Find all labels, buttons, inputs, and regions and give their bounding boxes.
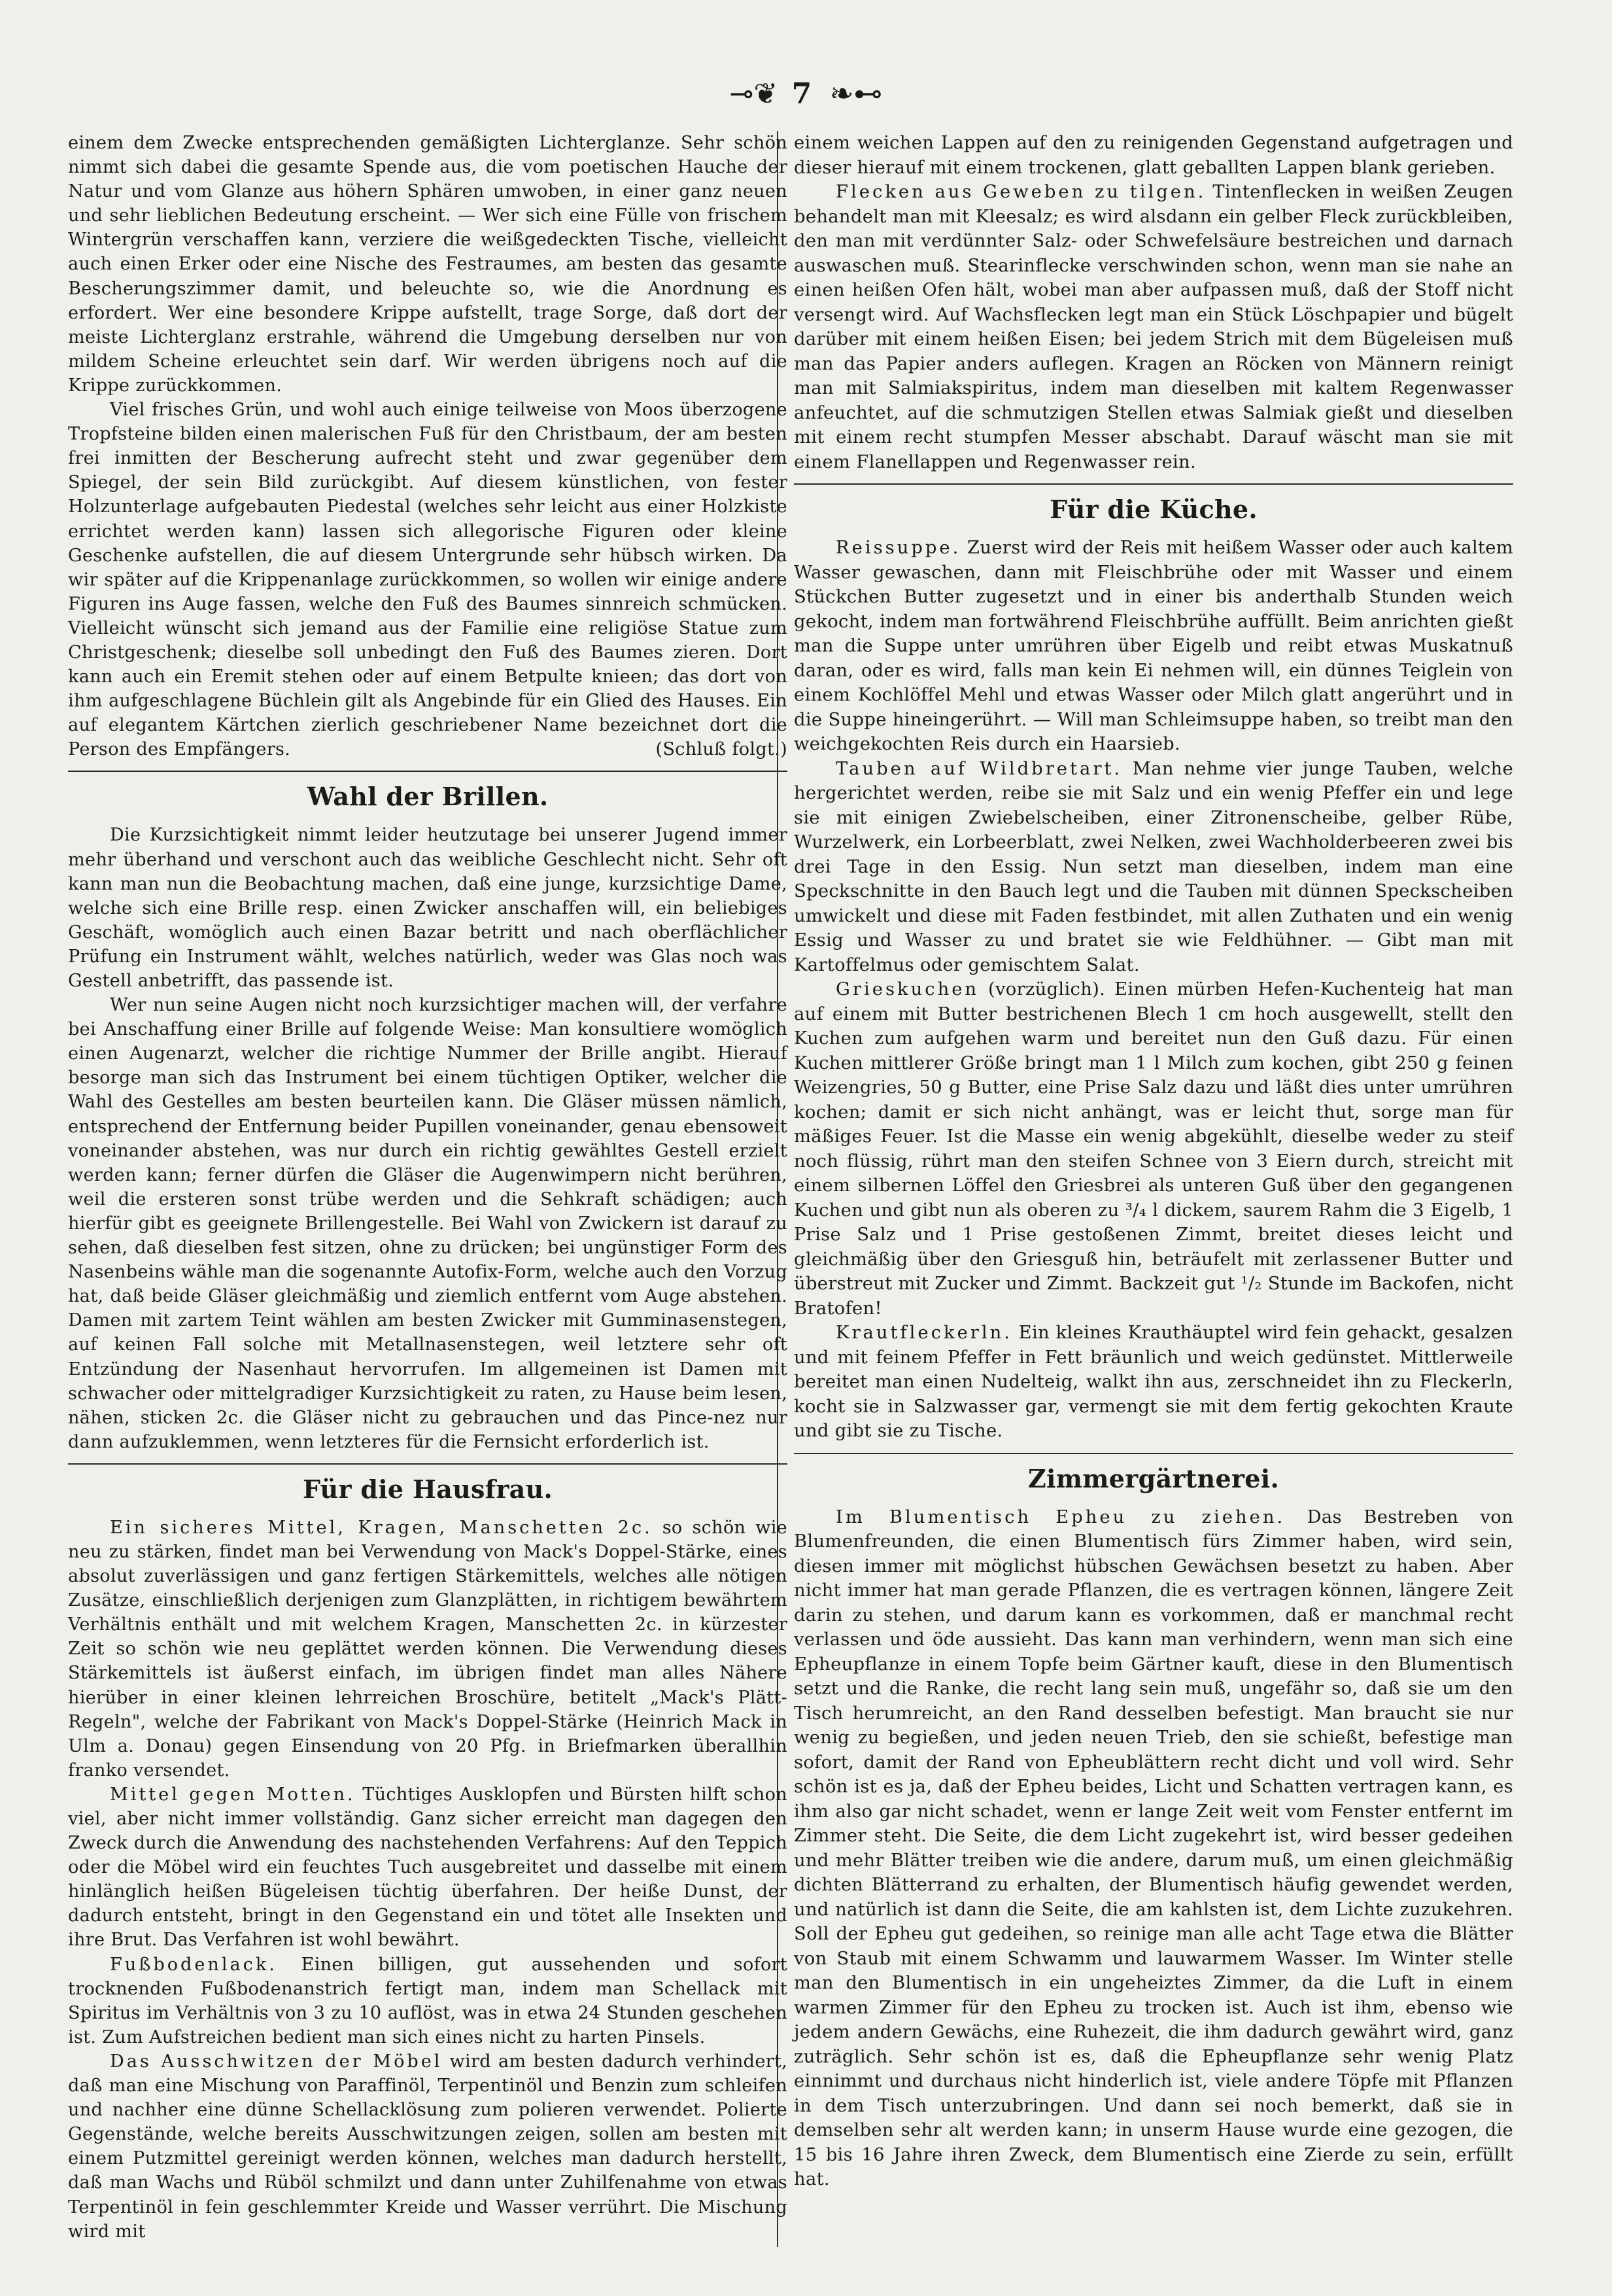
continuation-note: (Schluß folgt.) [655, 739, 787, 760]
text-flecken: Tintenflecken in weißen Zeugen behandelt man mit Kleesalz; es wird alsdann ein gelber Fleck zurückbleiben, den man mit verdünnter Salz- oder Schwefelsäure bestreichen und darnach auswaschen muß. Stearinflecke verschwinden schon, wenn man sie nahe an einen heißen Ofen hält, wobei man aber aufpassen muß, daß der Stoff nicht versengt wird. Auf Wachsflecken legt man ein Stück Löschpapier und bügelt darüber mit einem heißen Eisen; bei jedem Strich mit dem Bügeleisen muß man das Papier anders auflegen. Kragen an Röcken von Männern reinigt man mit Salmiakspiritus, indem man dieselben mit kaltem Regenwasser anfeuchtet, auf die schmutzigen Stellen etwas Salmiak gießt und dieselben mit einem recht stumpfen Messer abschabt. Darauf wäscht man sie mit einem Flanellappen und Regenwasser rein. [794, 182, 1513, 472]
text-epheu: Das Bestreben von Blumenfreunden, die einen Blumentisch fürs Zimmer haben, wird sein, diesen immer mit möglichst hübschen Gewächsen besetzt zu haben. Aber nicht immer hat man gerade Pflanzen, die es vertragen können, längere Zeit darin zu stehen, und darum kann es vorkommen, daß er manchmal recht verlassen und öde aussieht. Das kann man verhindern, wenn man sich eine Epheupflanze in einem Topfe beim Gärtner kauft, diese in den Blumentisch setzt und die Ranke, die recht lang sein muß, ungefähr so, daß sie um den Tisch herumreicht, an den Rand desselben befestigt. Man braucht sie nur wenig zu begießen, und jeden neuen Trieb, den sie schießt, befestige man sofort, damit der Rand von Epheublättern recht dicht und voll wird. Sehr schön ist es ja, daß der Epheu beides, Licht und Schatten vertragen kann, es ihm also gar nicht schadet, wenn er lange Zeit weit vom Fenster entfernt im Zimmer steht. Die Seite, die dem Licht zugekehrt ist, wird besser gedeihen und mehr Blätter treiben wie die andere, darum muß, um einen gleichmäßig dichten Blätterrand zu erhalten, der Blumentisch häufig gewendet werden, und natürlich ist dann die Seite, die am kahlsten ist, dem Lichte zuzukehren. Soll der Epheu gut gedeihen, so reinige man alle acht Tage etwa die Blätter von Staub mit einem Schwamm und lauwarmem Wasser. Im Winter stelle man den Blumentisch in ein ungeheiztes Zimmer, da die Luft in einem warmen Zimmer für den Epheu zu trocken ist. Auch ist ihm, ebenso wie jedem andern Gewächs, eine Ruhezeit, die ihm dadurch gewährt wird, ganz zuträglich. Sehr schön ist es, daß die Epheupflanze sehr wenig Platz einnimmt und durchaus nicht hinderlich ist, viele andere Töpfe mit Pflanzen in dem Tisch unterzubringen. Und dann sei noch bemerkt, daß sie in demselben sehr alt werden kann; in unserm Hause wurde eine gezogen, die 15 bis 16 Jahre ihren Zweck, dem Blumentisch eine Zierde zu sein, erfüllt hat. [794, 1506, 1514, 2189]
text-reissuppe: Zuerst wird der Reis mit heißem Wasser oder auch kaltem Wasser gewaschen, dann mit Fleischbrühe oder mit Wasser und einem Stückchen Butter zugesetzt und in einer bis anderthalb Stunden weich gekocht, indem man fortwährend Fleischbrühe auffüllt. Beim anrichten gießt man die Suppe unter umrühren über Eigelb und reibt etwas Muskatnuß daran, oder es wird, falls man kein Ei nehmen will, ein dünnes Teiglein von einem Kochlöffel Mehl und etwas Wasser oder Milch glatt angerührt und in die Suppe hineingerührt. — Will man Schleimsuppe haben, so treibt man den weichgekochten Reis durch ein Haarsieb. [794, 538, 1513, 754]
left-column [68, 131, 787, 2244]
paragraph-moebel [68, 2049, 787, 2244]
page-number-header [0, 77, 1612, 111]
paragraph-christbaum-text: Viel frisches Grün, und wohl auch einige teilweise von Moos überzogene Tropfsteine bilden einen malerischen Fuß für den Christbaum, der am besten frei inmitten der Bescherung aufrecht steht und zwar gegenüber dem Spiegel, der sein Bild zurückgibt. Auf diesem künstlichen, von fester Holzunterlage aufgebauten Piedestal (welches sehr leicht aus einer Holzkiste errichtet werden kann) lassen sich allegorische Figuren oder kleine Geschenke aufstellen, die auf diesem Untergrunde sehr hübsch wirken. Da wir später auf die Krippenanlage zurückkommen, so wollen wir einige andere Figuren ins Auge fassen, welche den Fuß des Baumes sinnreich schmücken. Vielleicht wünscht sich jemand aus der Familie eine religiöse Statue zum Christgeschenk; dieselbe soll unbedingt den Fuß des Baumes zieren. Dort kann auch ein Eremit stehen oder auf einem Betpulte knieen; das dort von ihm aufgeschlagene Büchlein gilt als Angebinde für ein Glied des Hauses. Ein auf elegantem Kärtchen zierlich geschriebener Name bezeichnet dort die Person des Empfängers. [68, 400, 787, 760]
lead-moebel: Das Ausschwitzen der Möbel [110, 2051, 443, 2072]
section-heading-hausfrau: Für die Hausfrau. [302, 1474, 553, 1504]
section-rule [794, 1453, 1513, 1454]
left-ornament: ⊸❦ [729, 77, 778, 111]
page-number: 7 [791, 77, 816, 111]
paragraph-continued: einem dem Zwecke entsprechenden gemäßigten Lichterglanze. Sehr schön nimmt sich dabei die gesamte Spende aus, die vom poetischen Hauche der Natur und vom Glanze aus höhern Sphären umwoben, in einer ganz neuen und sehr lieblichen Bedeutung erscheint. — Wer sich eine Fülle von frischem Wintergrün verschaffen kann, verziere die weißgedeckten Tische, vielleicht auch einen Erker oder eine Nische des Festraumes, am besten das gesamte Bescherungszimmer damit, und beleuchte so, wie die Anordnung es erfordert. Wer eine besondere Krippe aufstellt, trage Sorge, daß dort der meiste Lichterglanz erstrahle, während die Umgebung derselben nur von mildem Scheine erleuchtet sein darf. Wir werden übrigens noch auf die Krippe zurückkommen. [68, 133, 787, 396]
lead-tauben: Tauben auf Wildbretart. [836, 758, 1123, 779]
right-column [794, 131, 1513, 2192]
paragraph-moebel-continued: einem weichen Lappen auf den zu reinigenden Gegenstand aufgetragen und dieser hierauf mit einem trockenen, glatt geballten Lappen blank gerieben. [794, 133, 1513, 178]
text-grieskuchen: (vorzüglich). Einen mürben Hefen-Kuchenteig hat man auf einem mit Butter bestrichenen Blech 1 cm hoch ausgewellt, stellt den Kuchen zum aufgehen warm und bereitet nun den Guß dazu. Für einen Kuchen mittlerer Größe bringt man 1 l Milch zum kochen, gibt 250 g feinen Weizengries, 50 g Butter, eine Prise Salz dazu und läßt dies unter umrühren kochen; damit er sich nicht anhängt, was er leicht thut, sorge man für mäßiges Feuer. Ist die Masse ein wenig abgekühlt, dieselbe weder zu steif noch flüssig, rührt man den steifen Schnee von 3 Eiern durch, streicht mit einem silbernen Löffel den Griesbrei als unteren Guß über den gegangenen Kuchen und gibt nun als oberen zu ³/₄ l dickem, saurem Rahm die 3 Eigelb, 1 Prise Salz und 1 Prise gestoßenen Zimmt, breitet dieses leicht und gleichmäßig über den Griesguß hin, beträufelt mit zerlassener Butter und überstreut mit Zucker und Zimmt. Backzeit gut ¹/₂ Stunde im Backofen, nicht Bratofen! [794, 979, 1513, 1319]
text-krautfleckerln: Ein kleines Krauthäuptel wird fein gehackt, gesalzen und mit feinem Pfeffer in Fett bräunlich und weich gedünstet. Mittlerweile bereitet man einen Nudelteig, walkt ihn aus, zerschneidet ihn zu Fleckerln, kocht sie in Salzwasser gar, vermengt sie mit dem fertig gekochten Kraute und gibt sie zu Tische. [794, 1323, 1513, 1441]
paragraph-flecken [794, 180, 1513, 474]
lead-epheu: Im Blumentisch Epheu zu ziehen. [836, 1506, 1286, 1527]
text-tauben: Man nehme vier junge Tauben, welche hergerichtet werden, reibe sie mit Salz und ein wenig Pfeffer ein und lege sie mit einigen Zwiebelscheiben, einer Zitronenscheibe, gelber Rübe, Wurzelwerk, ein Lorbeerblatt, zwei Nelken, zwei Wachholderbeeren zwei bis drei Tage in den Essig. Nun setzt man dieselben, indem man eine Speckschnitte in den Bauch legt und die Tauben mit dünnen Speckscheiben umwickelt und diese mit Faden festbindet, mit allen Zuthaten und ein wenig Essig und Wasser zu und bratet sie wie Feldhühner. — Gibt man mit Kartoffelmus oder gemischtem Salat. [794, 758, 1513, 975]
section-heading-kueche: Für die Küche. [1050, 495, 1258, 524]
paragraph-tauben [794, 757, 1513, 978]
paragraph-krautfleckerln [794, 1321, 1513, 1444]
text-moebel: wird am besten dadurch verhindert, daß man eine Mischung von Paraffinöl, Terpentinöl und Benzin zum schleifen und nachher eine dünne Schellacklösung zum polieren verwendet. Polierte Gegenstände, welche bereits Ausschwitzungen zeigen, sollen am besten mit einem Putzmittel gereinigt werden können, welches man dadurch herstellt, daß man Wachs und Rüböl schmilzt und dann unter Zuhilfenahme von etwas Terpentinöl in fein geschlemmter Kreide und Wasser verrührt. Die Mischung wird mit [68, 2051, 788, 2242]
paragraph-brillen-2: Wer nun seine Augen nicht noch kurzsichtiger machen will, der verfahre bei Anschaffung einer Brille auf folgende Weise: Man konsultiere womöglich einen Augenarzt, welcher die richtige Nummer der Brille angibt. Hierauf besorge man sich das Instrument bei einem tüchtigen Optiker, welcher die Wahl des Gestelles am besten beurteilen kann. Die Gläser müssen nämlich, entsprechend der Entfernung beider Pupillen voneinander, genau ebensoweit voneinander abstehen, was nur durch ein richtig gewähltes Gestell erzielt werden kann; ferner dürfen die Gläser die Augenwimpern nicht berühren, weil die ersteren sonst trübe werden und die Sehkraft schädigen; auch hierfür gibt es geeignete Brillengestelle. Bei Wahl von Zwickern ist darauf zu sehen, daß dieselben fest sitzen, ohne zu drücken; bei ungünstiger Form des Nasenbeins wähle man die sogenannte Autofix-Form, welche auch den Vorzug hat, daß beide Gläser gleichmäßig und ziemlich entfernt vom Auge abstehen. Damen mit zartem Teint wählen am besten Zwicker mit Gumminasenstegen, auf keinen Fall solche mit Metallnasenstegen, weil letztere sehr oft Entzündung der Nasenhaut hervorrufen. Im allgemeinen ist Damen mit schwacher oder mittelgradiger Kurzsichtigkeit zu raten, zu Hause beim lesen, nähen, sticken 2c. die Gläser nicht zu gebrauchen und das Pince-nez nur dann aufzuklemmen, wenn letzteres für die Fernsicht erforderlich ist. [68, 995, 787, 1452]
section-rule [68, 771, 787, 772]
section-heading-brillen: Wahl der Brillen. [307, 782, 549, 812]
paragraph-fussbodenlack [68, 1953, 787, 2049]
paragraph-christbaum [68, 398, 787, 761]
lead-fussbodenlack: Fußbodenlack. [110, 1954, 277, 1975]
paragraph-reissuppe [794, 536, 1513, 757]
paragraph-motten [68, 1783, 787, 1953]
paragraph-grieskuchen [794, 977, 1513, 1321]
right-ornament: ❧⊷ [829, 77, 883, 111]
text-staerke: so schön wie neu zu stärken, findet man bei Verwendung von Mack's Doppel-Stärke, eines absolut zuverlässigen und ganz fertigen Stärkemittels, welches alle nötigen Zusätze, einschließlich derjenigen zum Glanzplätten, in richtigem bewährtem Verhältnis enthält und mit welchem Kragen, Manschetten 2c. in kürzester Zeit so schön wie neu geplättet werden können. Die Verwendung dieses Stärkemittels ist äußerst einfach, im übrigen findet man alles Nähere hierüber in einer kleinen lehrreichen Broschüre, betitelt „Mack's Plätt-Regeln", welche der Fabrikant von Mack's Doppel-Stärke (Heinrich Mack in Ulm a. Donau) gegen Einsendung von 20 Pfg. in Briefmarken überallhin franko versendet. [68, 1517, 787, 1781]
lead-flecken: Flecken aus Geweben zu tilgen. [836, 182, 1207, 202]
paragraph-staerke [68, 1516, 787, 1783]
lead-motten: Mittel gegen Motten. [110, 1784, 356, 1805]
section-rule [68, 1463, 787, 1465]
text-fussbodenlack: Einen billigen, gut aussehenden und sofort trocknenden Fußbodenanstrich fertigt man, indem man Schellack mit Spiritus im Verhältnis von 3 zu 10 auflöst, was in etwa 24 Stunden geschehen ist. Zum Aufstreichen bedient man sich eines nicht zu harten Pinsels. [68, 1954, 787, 2047]
section-heading-zimmergaertnerei: Zimmergärtnerei. [1027, 1463, 1280, 1493]
lead-grieskuchen: Grieskuchen [836, 979, 980, 1000]
paragraph-brillen-1: Die Kurzsichtigkeit nimmt leider heutzutage bei unserer Jugend immer mehr überhand und verschont auch das weibliche Geschlecht nicht. Sehr oft kann man nun die Beobachtung machen, daß eine junge, kurzsichtige Dame, welche sich eine Brille resp. einen Zwicker anschaffen will, ein beliebiges Geschäft, womöglich auch einen Bazar betritt und nach oberflächlicher Prüfung ein Instrument wählt, welches natürlich, weder was Glas noch was Gestell anbetrifft, das passende ist. [68, 825, 787, 991]
section-rule [794, 483, 1513, 485]
paragraph-epheu [794, 1505, 1513, 2192]
lead-reissuppe: Reissuppe. [836, 538, 961, 558]
lead-staerke: Ein sicheres Mittel, Kragen, Manschetten 2c. [110, 1517, 653, 1538]
text-motten: Tüchtiges Ausklopfen und Bürsten hilft schon viel, aber nicht immer vollständig. Ganz sicher erreicht man dagegen den Zweck durch die Anwendung des nachstehenden Verfahrens: Auf den Teppich oder die Möbel wird ein feuchtes Tuch ausgebreitet und dasselbe mit einem hinlänglich heißen Bügeleisen tüchtig überfahren. Der heiße Dunst, der dadurch entsteht, bringt in den Gegenstand ein und tötet alle Insekten und ihre Brut. Das Verfahren ist wohl bewährt. [68, 1784, 787, 1951]
lead-krautfleckerln: Krautfleckerln. [836, 1323, 1012, 1343]
